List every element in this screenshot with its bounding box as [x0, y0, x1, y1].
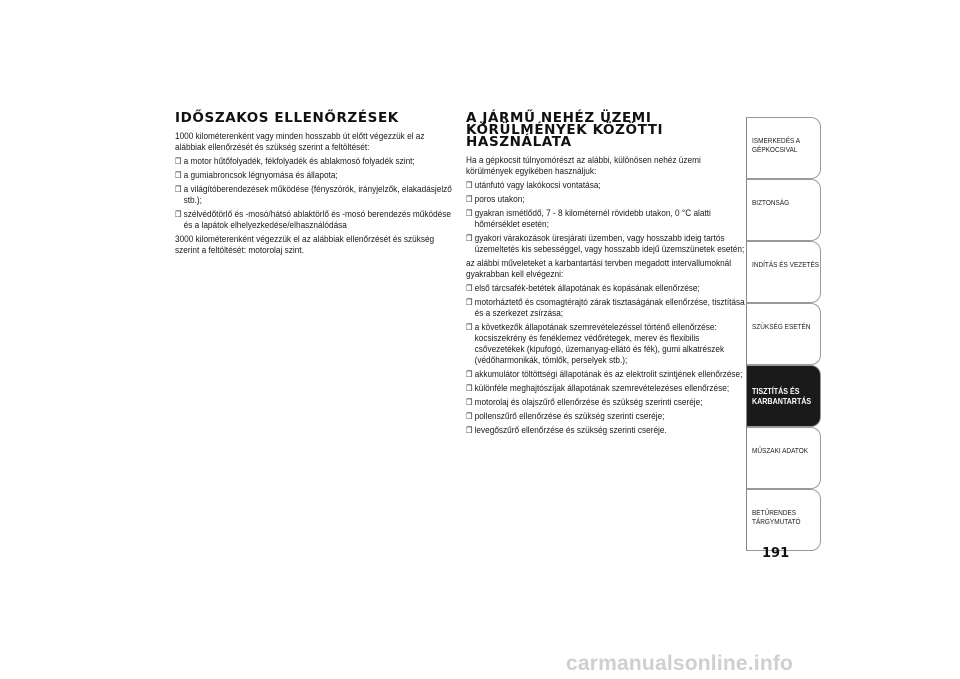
- checkbox-bullet-icon: ❒: [466, 298, 473, 308]
- watermark: carmanualsonline.info: [566, 652, 794, 675]
- checkbox-bullet-icon: ❒: [466, 284, 473, 294]
- list-item: ❒ gyakori várakozások üresjárati üzemben, vagy hosszabb ideig tartós üzemeltetés kis sebességgel, vagy hosszabb idejű üzemszünetek esetén;: [466, 233, 745, 255]
- tab-emergency[interactable]: [747, 303, 821, 365]
- tab-maintenance[interactable]: [747, 365, 821, 427]
- checkbox-bullet-icon: ❒: [466, 398, 473, 408]
- checkbox-bullet-icon: ❒: [466, 323, 473, 333]
- tasks-list: [466, 283, 745, 436]
- periodic-checklist: [175, 156, 452, 231]
- periodic-intro: 1000 kilométerenként vagy minden hosszabb út előtt végezzük el az alábbiak ellenőrzését és szükség szerint a feltöltését:: [175, 131, 425, 153]
- list-item: ❒ különféle meghajtószíjak állapotának szemrevételezéses ellenőrzése;: [466, 383, 730, 394]
- tab-getting-to-know-car[interactable]: [747, 117, 821, 179]
- checkbox-bullet-icon: ❒: [466, 384, 473, 394]
- list-item: ❒ a motor hűtőfolyadék, fékfolyadék és ablakmosó folyadék szint;: [175, 156, 415, 167]
- list-item: ❒ motorolaj és olajszűrő ellenőrzése és szükség szerinti cseréje;: [466, 397, 703, 408]
- checkbox-bullet-icon: ❒: [466, 209, 473, 219]
- periodic-outro: 3000 kilométerenként végezzük el az alábbiak ellenőrzését és szükség szerint a feltöltését: motorolaj szint.: [175, 234, 435, 256]
- section-title-periodic-checks: IDŐSZAKOS ELLENŐRZÉSEK: [175, 110, 399, 126]
- checkbox-bullet-icon: ❒: [466, 412, 473, 422]
- list-item: ❒ a következők állapotának szemrevételezéssel történő ellenőrzése: kocsiszekrény és fenéklemez védőrétegek, merev és flexibilis csővezetékek (kipufogó, üzemanyag-ellátó és fék), gumi alkatrészek (védőharmonikák, tömlők, perselyek stb.);: [466, 322, 725, 366]
- tab-technical-data[interactable]: [747, 427, 821, 489]
- tab-label: ISMERKEDÉS A GÉPKOCSIVAL: [752, 136, 800, 154]
- tab-index[interactable]: [747, 489, 821, 551]
- checkbox-bullet-icon: ❒: [466, 234, 473, 244]
- tab-starting-driving[interactable]: [747, 241, 821, 303]
- heavy-use-intro: Ha a gépkocsit túlnyomórészt az alábbi, különösen nehéz üzemi körülmények egyikében használjuk:: [466, 155, 701, 177]
- list-item: ❒ gyakran ismétlődő, 7 - 8 kilométernél rövidebb utakon, 0 °C alatti hőmérséklet esetén;: [466, 208, 711, 230]
- tab-label: SZÜKSÉG ESETÉN: [752, 322, 811, 331]
- tab-label: BETŰRENDES TÁRGYMUTATÓ: [752, 508, 801, 526]
- list-item: ❒ a világítóberendezések működése (fényszórók, irányjelzők, elakadásjelző stb.);: [175, 184, 452, 206]
- list-item: ❒ utánfutó vagy lakókocsi vontatása;: [466, 180, 601, 191]
- list-item: ❒ akkumulátor töltöttségi állapotának és az elektrolit szintjének ellenőrzése;: [466, 369, 743, 380]
- tab-label: MŰSZAKI ADATOK: [752, 446, 809, 455]
- checkbox-bullet-icon: ❒: [466, 181, 473, 191]
- tab-label: TISZTÍTÁS ÉS KARBANTARTÁS: [752, 386, 812, 406]
- chapter-tab-strip: [746, 117, 821, 551]
- section-title-heavy-use: A JÁRMŰ NEHÉZ ÜZEMI KÖRÜLMÉNYEK KÖZÖTTI HASZNÁLATA: [466, 110, 664, 150]
- checkbox-bullet-icon: ❒: [466, 426, 473, 436]
- right-column: [466, 110, 745, 439]
- tab-label: INDÍTÁS ÉS VEZETÉS: [752, 260, 820, 269]
- checkbox-bullet-icon: ❒: [466, 370, 473, 380]
- list-item: ❒ pollenszűrő ellenőrzése és szükség szerinti cseréje;: [466, 411, 665, 422]
- list-item: ❒ levegőszűrő ellenőrzése és szükség szerinti cseréje.: [466, 425, 667, 436]
- list-item: ❒ motorháztető és csomagtérajtó zárak tisztaságának ellenőrzése, tisztítása és a szerkezet zsírzása;: [466, 297, 745, 319]
- heavy-use-middle: az alábbi műveleteket a karbantartási tervben megadott intervallumoknál gyakrabban kell elvégezni:: [466, 258, 732, 280]
- tab-label: BIZTONSÁG: [752, 198, 790, 207]
- checkbox-bullet-icon: ❒: [175, 210, 182, 220]
- checkbox-bullet-icon: ❒: [466, 195, 473, 205]
- checkbox-bullet-icon: ❒: [175, 185, 182, 195]
- page-number: 191: [762, 546, 790, 561]
- list-item: ❒ szélvédőtörlő és -mosó/hátsó ablaktörlő és -mosó berendezés működése és a lapátok elhelyezkedése/elhasználódása: [175, 209, 451, 231]
- tab-safety[interactable]: [747, 179, 821, 241]
- list-item: ❒ poros utakon;: [466, 194, 525, 205]
- left-column: [175, 110, 452, 259]
- checkbox-bullet-icon: ❒: [175, 157, 182, 167]
- conditions-list: [466, 180, 745, 255]
- checkbox-bullet-icon: ❒: [175, 171, 182, 181]
- list-item: ❒ a gumiabroncsok légnyomása és állapota;: [175, 170, 338, 181]
- list-item: ❒ első tárcsafék-betétek állapotának és kopásának ellenőrzése;: [466, 283, 700, 294]
